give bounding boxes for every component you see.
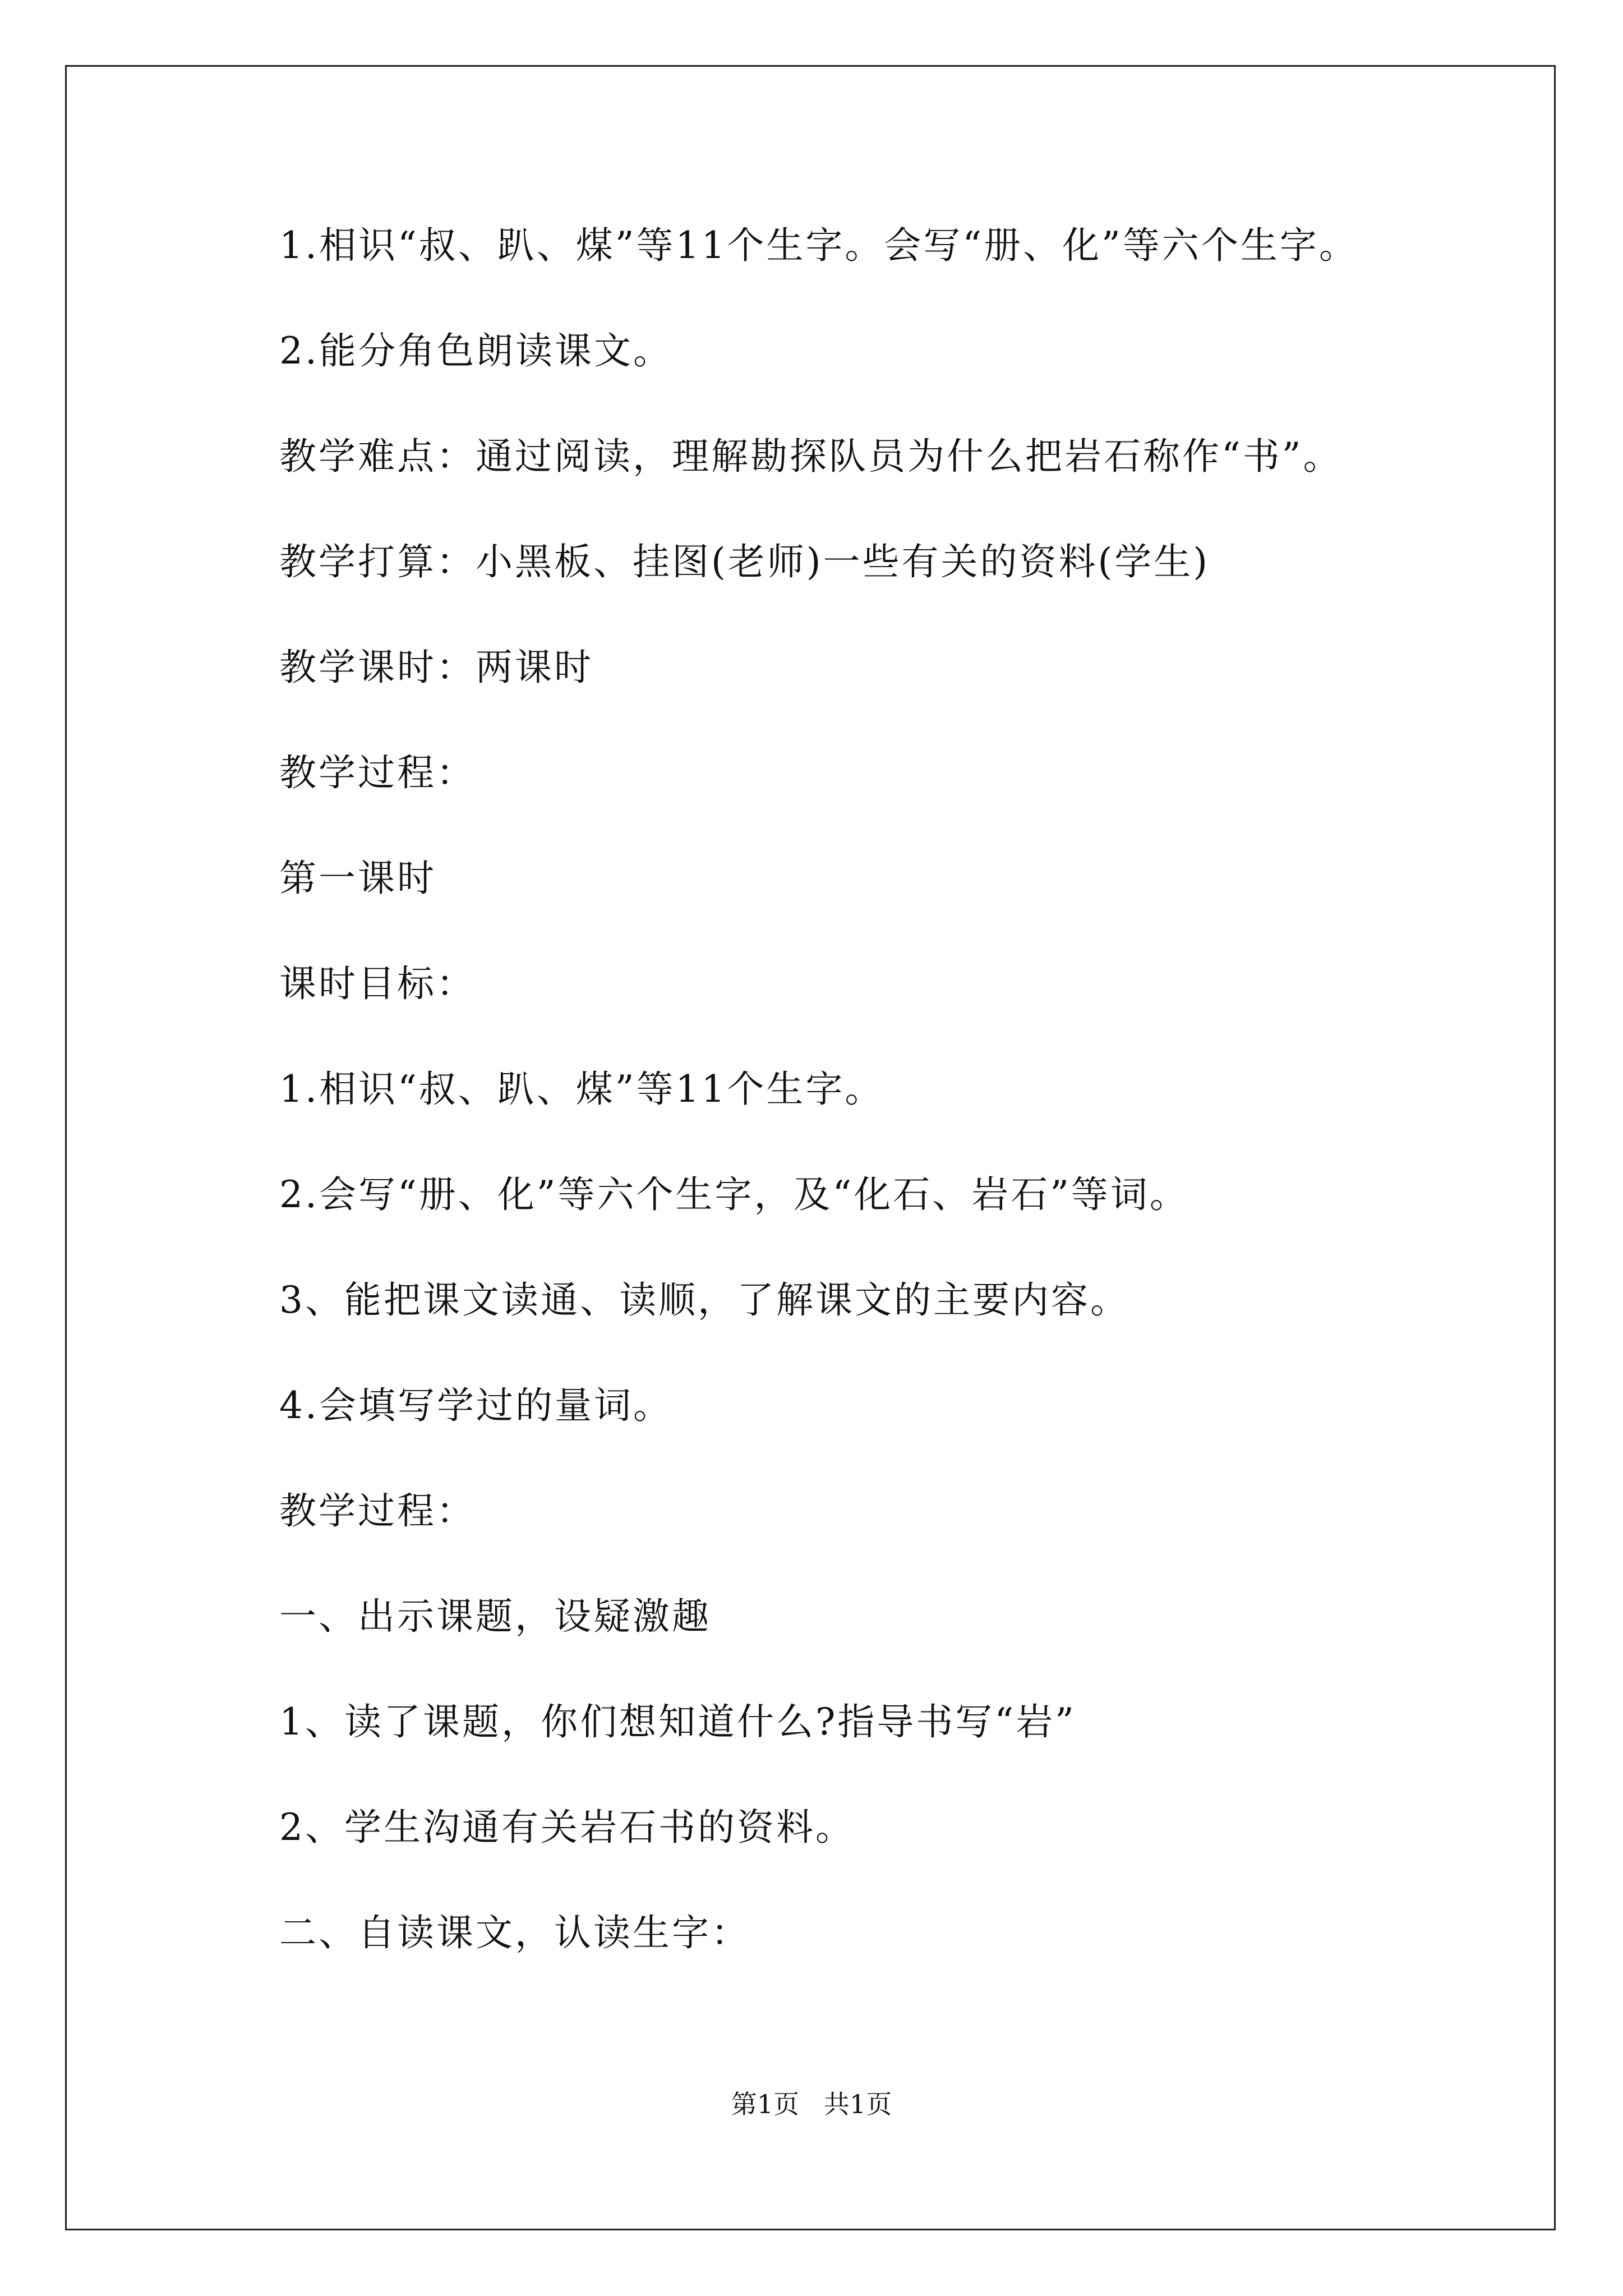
text-line: 教学难点：通过阅读，理解勘探队员为什么把岩石称作“书”。 (279, 435, 1343, 478)
text-line: 二、自读课文，认读生字： (279, 1911, 750, 1954)
text-line: 3、能把课文读通、读顺，了解课文的主要内容。 (279, 1278, 1129, 1322)
text-line: 教学课时：两课时 (279, 646, 593, 689)
text-line: 4.会填写学过的量词。 (279, 1384, 672, 1427)
text-line: 一、出示课题，设疑激趣 (279, 1595, 711, 1638)
text-line: 教学过程： (279, 751, 476, 794)
text-line: 2.能分角色朗读课文。 (279, 329, 672, 372)
text-line: 教学打算：小黑板、挂图(老师)一些有关的资料(学生) (279, 540, 1210, 583)
text-line: 2、学生沟通有关岩石书的资料。 (279, 1806, 855, 1849)
document-body (279, 222, 1541, 2014)
text-line: 1.相识“叔、趴、煤”等11个生字。会写“册、化”等六个生字。 (279, 224, 1358, 267)
text-line: 课时目标： (279, 962, 476, 1005)
text-line: 1、读了课题，你们想知道什么?指导书写“岩” (279, 1700, 1076, 1743)
text-line: 教学过程： (279, 1489, 476, 1533)
text-line: 1.相识“叔、趴、煤”等11个生字。 (279, 1068, 884, 1111)
page-number-footer: 第1页 共1页 (731, 2089, 892, 2119)
text-line: 2.会写“册、化”等六个生字，及“化石、岩石”等词。 (279, 1173, 1189, 1216)
text-line: 第一课时 (279, 857, 436, 900)
